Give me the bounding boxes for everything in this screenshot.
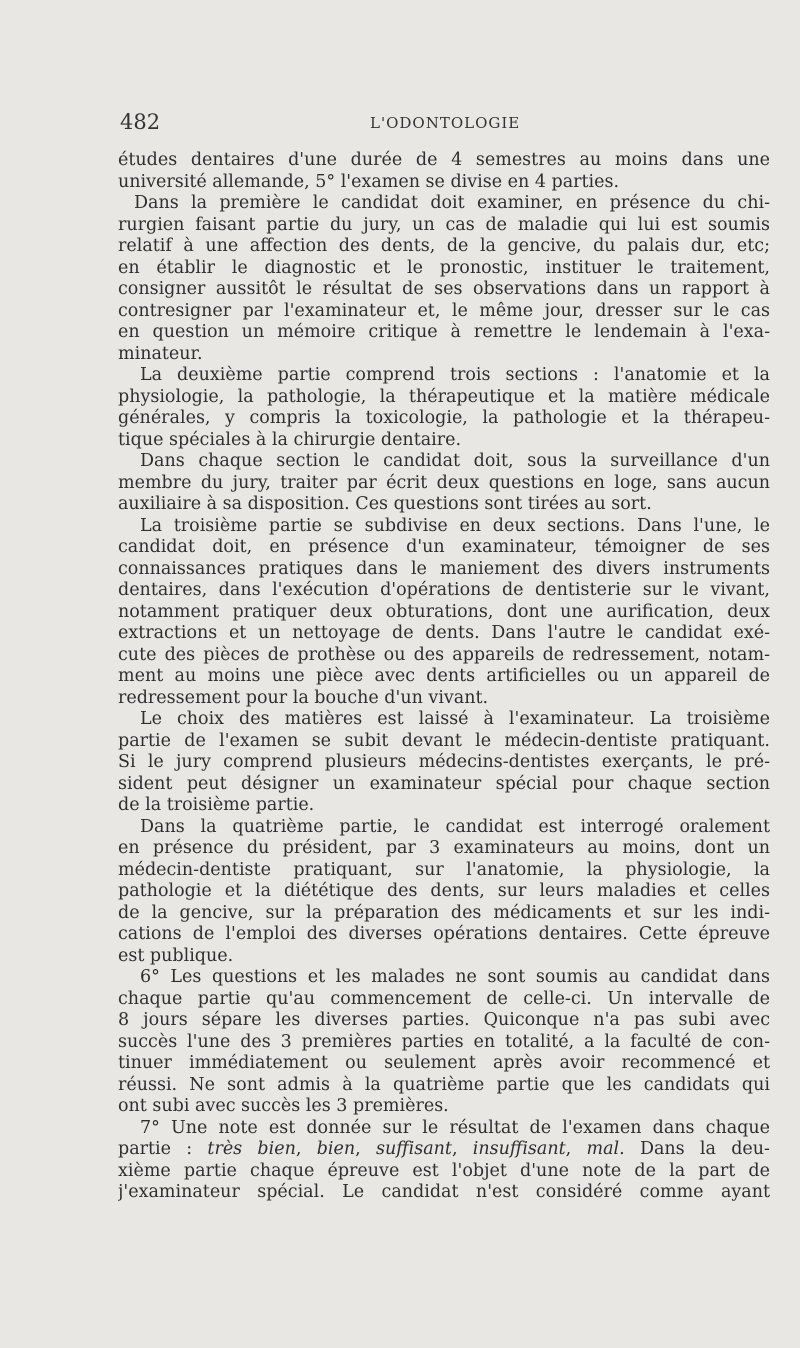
- text-line: ont subi avec succès les 3 premières.: [118, 1096, 449, 1116]
- text-line: 7° Une note est donnée sur le résultat de l'examen dans chaque: [140, 1117, 770, 1138]
- text-line: dentaires, dans l'exécution d'opérations de dentisterie sur le vivant,: [118, 580, 770, 600]
- text-line: université allemande, 5° l'examen se divise en 4 parties.: [118, 171, 620, 192]
- text-line: en présence du président, par 3 examinateurs au moins, dont un: [118, 838, 770, 858]
- text-line: Si le jury comprend plusieurs médecins-dentistes exerçants, le pré-: [118, 752, 770, 772]
- text-line: membre du jury, traiter par écrit deux questions en loge, sans aucun: [118, 472, 770, 493]
- body-text: [118, 150, 770, 1204]
- text-line: rurgien faisant partie du jury, un cas de maladie qui lui est soumis: [118, 214, 770, 235]
- text-line: Le choix des matières est laissé à l'examinateur. La troisième: [140, 709, 770, 729]
- text-line: relatif à une affection des dents, de la gencive, du palais dur, etc;: [118, 236, 770, 256]
- text-line: réussi. Ne sont admis à la quatrième partie que les candidats qui: [118, 1074, 770, 1095]
- text-fragment: . Dans la deu-: [619, 1139, 770, 1159]
- grade-term: bien: [316, 1139, 356, 1159]
- text-line: chaque partie qu'au commencement de celle-ci. Un intervalle de: [118, 988, 770, 1009]
- text-line: j'examinateur spécial. Le candidat n'est considéré comme ayant: [118, 1182, 770, 1202]
- text-line: en établir le diagnostic et le pronostic, instituer le traitement,: [118, 257, 770, 278]
- separator: ,: [295, 1139, 317, 1159]
- text-line: Dans chaque section le candidat doit, sous la surveillance d'un: [140, 451, 770, 471]
- page-header: [120, 104, 770, 140]
- separator: ,: [565, 1139, 587, 1159]
- text-line: médecin-dentiste pratiquant, sur l'anatomie, la physiologie, la: [118, 859, 770, 880]
- text-line: est publique.: [118, 945, 234, 966]
- text-line: extractions et un nettoyage de dents. Dans l'autre le candidat exé-: [118, 623, 770, 643]
- text-line: ment au moins une pièce avec dents artificielles ou un appareil de: [118, 666, 770, 686]
- grades-line: [118, 1139, 770, 1161]
- text-line: études dentaires d'une durée de 4 semestres au moins dans une: [118, 150, 770, 170]
- text-line: candidat doit, en présence d'un examinateur, témoigner de ses: [118, 537, 770, 557]
- grade-term: suffisant: [375, 1139, 452, 1159]
- text-line: tinuer immédiatement ou seulement après avoir recommencé et: [118, 1053, 770, 1073]
- text-line: minateur.: [118, 343, 203, 364]
- text-line: cations de l'emploi des diverses opérations dentaires. Cette épreuve: [118, 924, 770, 944]
- text-line: succès l'une des 3 premières parties en totalité, a la faculté de con-: [118, 1031, 770, 1052]
- separator: ,: [355, 1139, 376, 1159]
- text-line: Dans la première le candidat doit examiner, en présence du chi-: [134, 193, 770, 213]
- text-line: 6° Les questions et les malades ne sont soumis au candidat dans: [140, 967, 770, 987]
- running-head: L'ODONTOLOGIE: [370, 114, 521, 132]
- text-line: physiologie, la pathologie, la thérapeutique et la matière médicale: [118, 386, 770, 407]
- page-number: 482: [120, 110, 161, 134]
- text-line: cute des pièces de prothèse ou des appareils de redressement, notam-: [118, 644, 770, 665]
- text-line: consigner aussitôt le résultat de ses observations dans un rapport à: [118, 279, 770, 299]
- text-line: La deuxième partie comprend trois sections : l'anatomie et la: [140, 365, 770, 385]
- text-line: auxiliaire à sa disposition. Ces questions sont tirées au sort.: [118, 494, 652, 514]
- text-line: de la gencive, sur la préparation des médicaments et sur les indi-: [118, 902, 770, 923]
- text-line: de la troisième partie.: [118, 795, 315, 815]
- text-line: générales, y compris la toxicologie, la pathologie et la thérapeu-: [118, 408, 770, 428]
- text-line: connaissances pratiques dans le maniement des divers instruments: [118, 558, 770, 579]
- grade-term: mal: [586, 1139, 620, 1159]
- text-line: xième partie chaque épreuve est l'objet d'une note de la part de: [118, 1160, 770, 1181]
- text-line: contresigner par l'examinateur et, le même jour, dresser sur le cas: [118, 300, 770, 321]
- text-line: partie de l'examen se subit devant le médecin-dentiste pratiquant.: [118, 730, 770, 751]
- text-line: pathologie et la diététique des dents, sur leurs maladies et celles: [118, 881, 770, 901]
- text-line: notamment pratiquer deux obturations, dont une aurification, deux: [118, 601, 770, 622]
- grade-term: insuffisant: [472, 1139, 566, 1159]
- text-line: en question un mémoire critique à remettre le lendemain à l'exa-: [118, 322, 770, 342]
- separator: ,: [451, 1139, 473, 1159]
- text-line: 8 jours sépare les diverses parties. Quiconque n'a pas subi avec: [118, 1010, 770, 1030]
- text-fragment: partie :: [118, 1139, 208, 1159]
- grade-term: très bien: [207, 1139, 296, 1159]
- text-line: sident peut désigner un examinateur spécial pour chaque section: [118, 773, 770, 794]
- text-line: tique spéciales à la chirurgie dentaire.: [118, 429, 462, 450]
- text-line: Dans la quatrième partie, le candidat est interrogé oralement: [140, 816, 770, 837]
- text-line: La troisième partie se subdivise en deux sections. Dans l'une, le: [140, 515, 770, 536]
- text-line: redressement pour la bouche d'un vivant.: [118, 687, 489, 708]
